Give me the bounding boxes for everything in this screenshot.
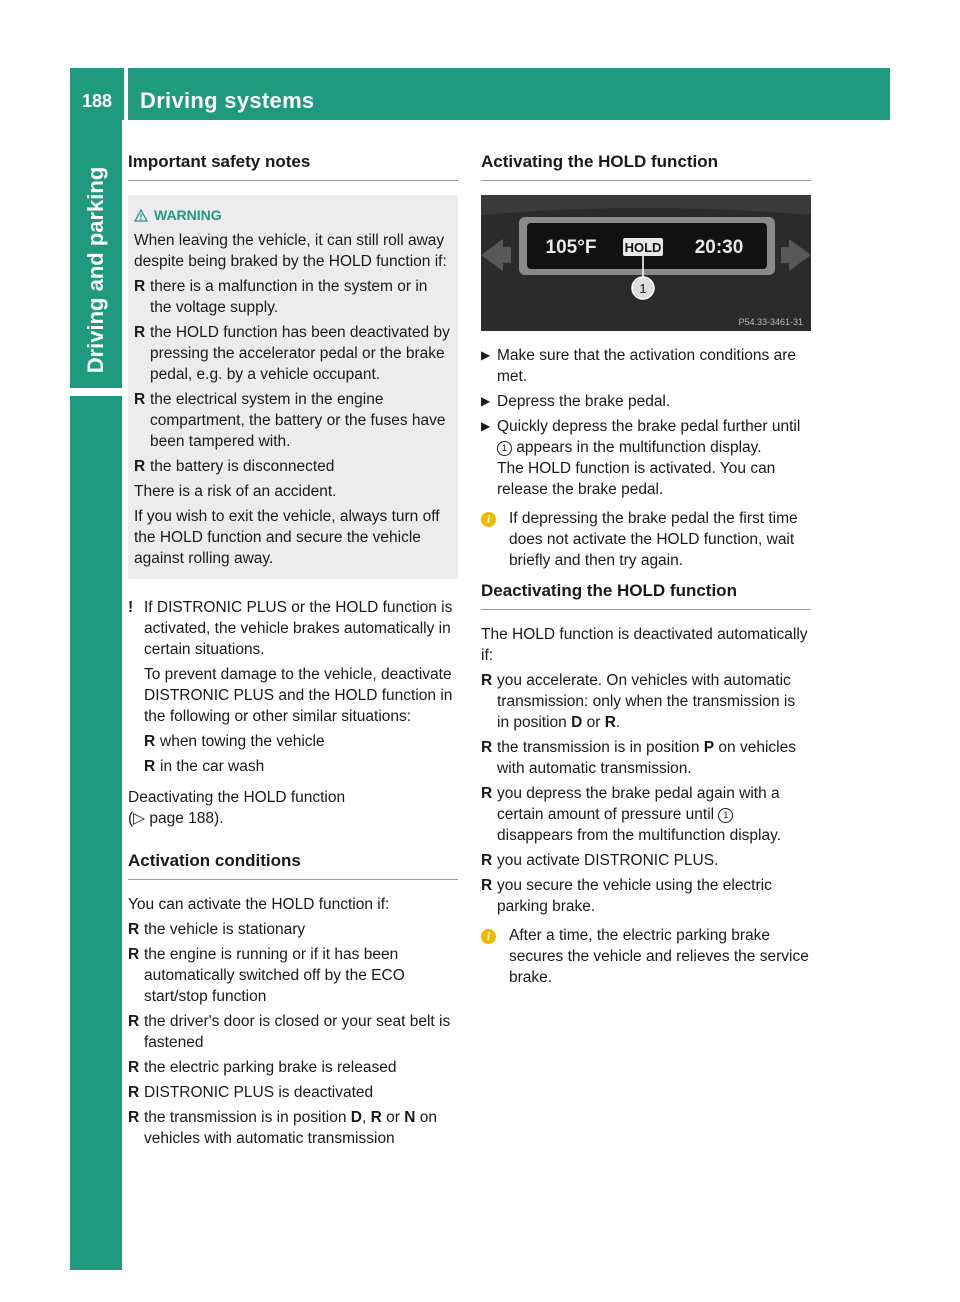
- activation-item: R the vehicle is stationary: [128, 921, 306, 938]
- info-note: i If depressing the brake pedal the first time does not activate the HOLD function, wait briefly and then try again.: [481, 508, 811, 571]
- deactivation-reference: Deactivating the HOLD function: [128, 789, 346, 806]
- display-illustration: [481, 195, 811, 331]
- bullet-icon: R: [481, 785, 493, 802]
- bullet-icon: R: [481, 852, 493, 869]
- bullet-icon: R: [128, 1059, 140, 1076]
- activation-item: R the transmission is in position D, R or N on vehicles with automatic transmission: [128, 1109, 437, 1147]
- warning-box: [128, 195, 458, 579]
- page-reference-link[interactable]: (▷ page 188).: [128, 810, 224, 827]
- callout-1-icon: 1: [497, 441, 512, 456]
- caution-text-2: To prevent damage to the vehicle, deactivate DISTRONIC PLUS and the HOLD function in the following or other similar situations:: [144, 666, 453, 725]
- multifunction-display-figure: [481, 195, 811, 331]
- side-tab-label-box: [70, 120, 122, 420]
- bullet-icon: R: [134, 458, 146, 475]
- display-time: 20:30: [694, 237, 744, 258]
- step-arrow-icon: ▶: [481, 348, 491, 362]
- info-note: i After a time, the electric parking brake secures the vehicle and relieves the service brake.: [481, 925, 811, 988]
- header-divider: [124, 68, 128, 120]
- bullet-icon: R: [144, 758, 156, 775]
- deactivation-intro: The HOLD function is deactivated automatically if:: [481, 626, 808, 664]
- info-icon: i: [481, 512, 496, 527]
- callout-1-icon: 1: [718, 808, 733, 823]
- page-number: 188: [81, 91, 113, 111]
- deactivation-item: R you secure the vehicle using the electric parking brake.: [481, 877, 772, 915]
- bullet-icon: R: [128, 1084, 140, 1101]
- figure-callout-1: 1: [639, 281, 647, 296]
- deactivation-item: R you accelerate. On vehicles with automatic transmission: only when the transmission is in position D or R.: [481, 672, 796, 731]
- activation-item: R the driver's door is closed or your seat belt is fastened: [128, 1013, 451, 1051]
- display-temperature: 105°F: [545, 237, 597, 258]
- warning-intro: When leaving the vehicle, it can still roll away despite being braked by the HOLD function if:: [134, 232, 447, 270]
- warning-triangle-icon: [134, 209, 148, 222]
- activation-item: R the engine is running or if it has been automatically switched off by the ECO start/stop function: [128, 946, 405, 1005]
- instruction-step: ▶ Make sure that the activation conditions are met.: [481, 347, 796, 385]
- warning-item: R the HOLD function has been deactivated by pressing the accelerator pedal or the brake pedal, e.g. by a vehicle occupant.: [134, 324, 450, 383]
- warning-item: R there is a malfunction in the system or in the voltage supply.: [134, 278, 428, 316]
- activating-heading: Activating the HOLD function: [481, 150, 811, 181]
- page-title: Driving systems: [140, 88, 315, 113]
- bullet-icon: R: [128, 1109, 140, 1126]
- caution-text-1: If DISTRONIC PLUS or the HOLD function is activated, the vehicle brakes automatically in certain situations.: [144, 599, 453, 658]
- deactivation-item: R the transmission is in position P on vehicles with automatic transmission.: [481, 739, 796, 777]
- info-icon: i: [481, 929, 496, 944]
- warning-item: R the battery is disconnected: [134, 458, 335, 475]
- bullet-icon: R: [128, 946, 140, 963]
- step-arrow-icon: ▶: [481, 419, 491, 433]
- warning-risk: There is a risk of an accident.: [134, 483, 337, 500]
- bullet-icon: R: [134, 391, 146, 408]
- deactivation-item: R you activate DISTRONIC PLUS.: [481, 852, 719, 869]
- caution-note: [128, 597, 458, 781]
- right-column: [481, 150, 811, 996]
- bullet-icon: R: [481, 739, 493, 756]
- instruction-step: ▶ Depress the brake pedal.: [481, 393, 671, 410]
- caution-icon: !: [128, 599, 134, 616]
- caution-item: R when towing the vehicle: [144, 733, 325, 750]
- warning-item: R the electrical system in the engine compartment, the battery or the fuses have been tampered with.: [134, 391, 446, 450]
- warning-advice: If you wish to exit the vehicle, always turn off the HOLD function and secure the vehicle against rolling away.: [134, 508, 440, 567]
- step-arrow-icon: ▶: [481, 394, 491, 408]
- deactivating-heading: Deactivating the HOLD function: [481, 579, 811, 610]
- display-hold-indicator: HOLD: [624, 240, 662, 255]
- caution-item: R in the car wash: [144, 758, 265, 775]
- side-tab-label: Driving and parking: [83, 166, 108, 374]
- bullet-icon: R: [128, 1013, 140, 1030]
- activation-item: R the electric parking brake is released: [128, 1059, 397, 1076]
- safety-notes-heading: Important safety notes: [128, 150, 458, 181]
- bullet-icon: R: [134, 278, 146, 295]
- bullet-icon: R: [481, 672, 493, 689]
- activation-item: R DISTRONIC PLUS is deactivated: [128, 1084, 374, 1101]
- left-column: [128, 150, 458, 1153]
- bullet-icon: R: [481, 877, 493, 894]
- instruction-step: ▶ Quickly depress the brake pedal further until 1 appears in the multifunction display. The HOLD function is activated. You can release the brake pedal.: [481, 418, 801, 498]
- warning-title: WARNING: [154, 207, 222, 223]
- activation-intro: You can activate the HOLD function if:: [128, 896, 390, 913]
- activation-conditions-heading: Activation conditions: [128, 849, 458, 880]
- bullet-icon: R: [128, 921, 140, 938]
- step-result: The HOLD function is activated. You can release the brake pedal.: [497, 460, 776, 498]
- bullet-icon: R: [144, 733, 156, 750]
- deactivation-item: R you depress the brake pedal again with a certain amount of pressure until 1 disappears from the multifunction display.: [481, 785, 782, 844]
- side-tab-divider: [70, 388, 122, 396]
- warning-heading: [134, 205, 450, 226]
- bullet-icon: R: [134, 324, 146, 341]
- figure-code: P54.33-3461-31: [738, 317, 803, 327]
